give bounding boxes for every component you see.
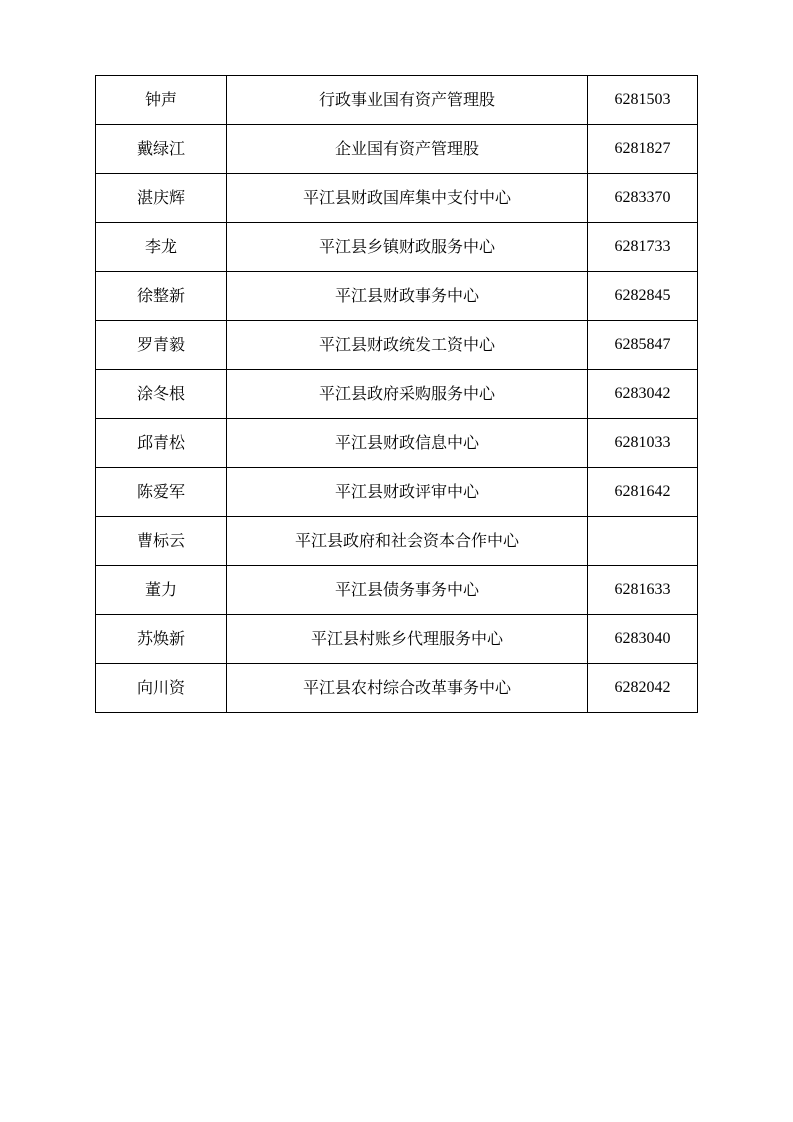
- contact-name: 罗青毅: [96, 321, 227, 370]
- contact-phone: 6282845: [588, 272, 698, 321]
- contact-phone: 6283040: [588, 615, 698, 664]
- contact-phone: 6282042: [588, 664, 698, 713]
- contact-name: 陈爱军: [96, 468, 227, 517]
- contact-name: 钟声: [96, 76, 227, 125]
- table-row: [96, 321, 698, 370]
- table-row: [96, 419, 698, 468]
- contact-department: 平江县政府采购服务中心: [227, 370, 588, 419]
- contact-table: [95, 75, 698, 713]
- contact-department: 平江县财政国库集中支付中心: [227, 174, 588, 223]
- contact-phone: 6283370: [588, 174, 698, 223]
- contact-name: 徐整新: [96, 272, 227, 321]
- table-row: [96, 223, 698, 272]
- table-row: [96, 664, 698, 713]
- contact-name: 邱青松: [96, 419, 227, 468]
- contact-phone: 6281633: [588, 566, 698, 615]
- contact-phone: 6281642: [588, 468, 698, 517]
- table-row: [96, 615, 698, 664]
- contact-name: 湛庆辉: [96, 174, 227, 223]
- contact-department: 平江县村账乡代理服务中心: [227, 615, 588, 664]
- table-row: [96, 76, 698, 125]
- contact-department: 平江县财政统发工资中心: [227, 321, 588, 370]
- contact-department: 平江县乡镇财政服务中心: [227, 223, 588, 272]
- table-row: [96, 125, 698, 174]
- table-row: [96, 566, 698, 615]
- table-row: [96, 272, 698, 321]
- contact-department: 平江县农村综合改革事务中心: [227, 664, 588, 713]
- contact-phone: 6283042: [588, 370, 698, 419]
- table-row: [96, 517, 698, 566]
- contact-department: 平江县财政评审中心: [227, 468, 588, 517]
- contact-name: 苏焕新: [96, 615, 227, 664]
- contact-department: 平江县债务事务中心: [227, 566, 588, 615]
- contact-department: 平江县财政信息中心: [227, 419, 588, 468]
- contact-name: 戴绿江: [96, 125, 227, 174]
- contact-name: 涂冬根: [96, 370, 227, 419]
- contact-phone: 6281733: [588, 223, 698, 272]
- contact-phone: 6281827: [588, 125, 698, 174]
- contact-department: 行政事业国有资产管理股: [227, 76, 588, 125]
- table-row: [96, 468, 698, 517]
- table-row: [96, 174, 698, 223]
- contact-name: 李龙: [96, 223, 227, 272]
- contact-phone: [588, 517, 698, 566]
- contact-department: 平江县政府和社会资本合作中心: [227, 517, 588, 566]
- contact-phone: 6281033: [588, 419, 698, 468]
- contact-name: 曹标云: [96, 517, 227, 566]
- contact-department: 企业国有资产管理股: [227, 125, 588, 174]
- contact-table-body: [96, 76, 698, 713]
- contact-name: 向川资: [96, 664, 227, 713]
- contact-name: 董力: [96, 566, 227, 615]
- contact-department: 平江县财政事务中心: [227, 272, 588, 321]
- contact-phone: 6285847: [588, 321, 698, 370]
- contact-phone: 6281503: [588, 76, 698, 125]
- table-row: [96, 370, 698, 419]
